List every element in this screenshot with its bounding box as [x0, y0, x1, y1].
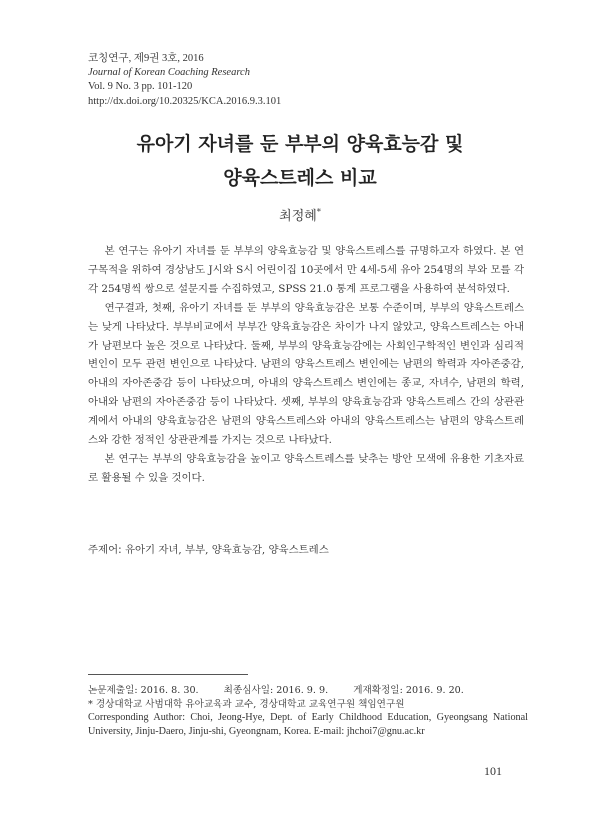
paper-title-line1: 유아기 자녀를 둔 부부의 양육효능감 및 — [136, 133, 464, 155]
journal-name: Journal of Korean Coaching Research — [88, 67, 250, 79]
author-line — [0, 205, 600, 224]
journal-issue-line: 코칭연구, 제9권 3호, 2016 — [88, 53, 204, 64]
abstract-paragraph: 연구결과, 첫째, 유아기 자녀를 둔 부부의 양육효능감은 보통 수준이며, 부부의 양육스트레스는 낮게 나타났다. 부부비교에서 부부간 양육효능감은 차이가 나지 않았고, 양육스트레스는 아내가 남편보다 높은 것으로 나타났다. 둘째, 부부의 양육효능감에는 사회인구학적인 변인과 심리적 변인이 모두 관련 변인으로 나타났다. 남편의 양육스트레스 변인에는 남편의 학력과 자아존중감, 아내의 자아존중감 등이 나타났으며, 아내의 양육스트레스 변인에는 종교, 자녀수, 남편의 학력, 아내와 남편의 자아존중감 등이 나타났다. 셋째, 부부의 양육효능감과 양육스트레스 간의 상관관계에서 아내의 양육효능감은 남편의 양육스트레스와 아내의 양육스트레스는 남편의 양육스트레스와 강한 정적인 상관관계를 가지는 것으로 나타났다. — [88, 301, 524, 447]
paper-title-line2: 양육스트레스 비교 — [223, 167, 377, 189]
abstract — [88, 242, 524, 488]
corresponding-author: Corresponding Author: Choi, Jeong-Hye, Dept. of Early Childhood Education, Gyeongsang National University, Jinju-Daero, Jinju-shi, Gyeongnam, Korea. E-mail: jhchoi7@gnu.ac.kr — [88, 712, 528, 737]
abstract-paragraph: 본 연구는 유아기 자녀를 둔 부부의 양육효능감 및 양육스트레스를 규명하고자 하였다. 본 연구목적을 위하여 경상남도 J시와 S시 어린이집 10곳에서 만 4세-5세 유아 254명의 부와 모를 각각 254명씩 쌍으로 설문지를 수집하였고, SPSS 21.0 통계 프로그램을 사용하여 분석하였다. — [88, 245, 524, 295]
page-number: 101 — [484, 764, 502, 778]
footnote-divider — [88, 674, 248, 675]
accepted-date: 게재확정일: 2016. 9. 20. — [353, 685, 464, 696]
received-date: 논문제출일: 2016. 8. 30. — [88, 685, 199, 696]
reviewed-date: 최종심사일: 2016. 9. 9. — [223, 685, 329, 696]
keywords — [88, 541, 329, 556]
journal-doi: http://dx.doi.org/10.20325/KCA.2016.9.3.101 — [88, 95, 282, 107]
footnotes — [88, 684, 528, 738]
author-footnote-mark: * — [316, 207, 321, 217]
keywords-text: 유아기 자녀, 부부, 양육효능감, 양육스트레스 — [124, 544, 329, 556]
keywords-label: 주제어: — [88, 544, 122, 556]
submission-dates — [88, 684, 528, 698]
author-affiliation: * 경상대학교 사범대학 유아교육과 교수, 경상대학교 교육연구원 책임연구원 — [88, 698, 405, 710]
abstract-paragraph: 본 연구는 부부의 양육효능감을 높이고 양육스트레스를 낮추는 방안 모색에 유용한 기초자료로 활용될 수 있을 것이다. — [88, 452, 524, 484]
journal-volume: Vol. 9 No. 3 pp. 101-120 — [88, 81, 193, 93]
journal-header — [88, 52, 281, 109]
author-name: 최정혜 — [279, 209, 317, 224]
